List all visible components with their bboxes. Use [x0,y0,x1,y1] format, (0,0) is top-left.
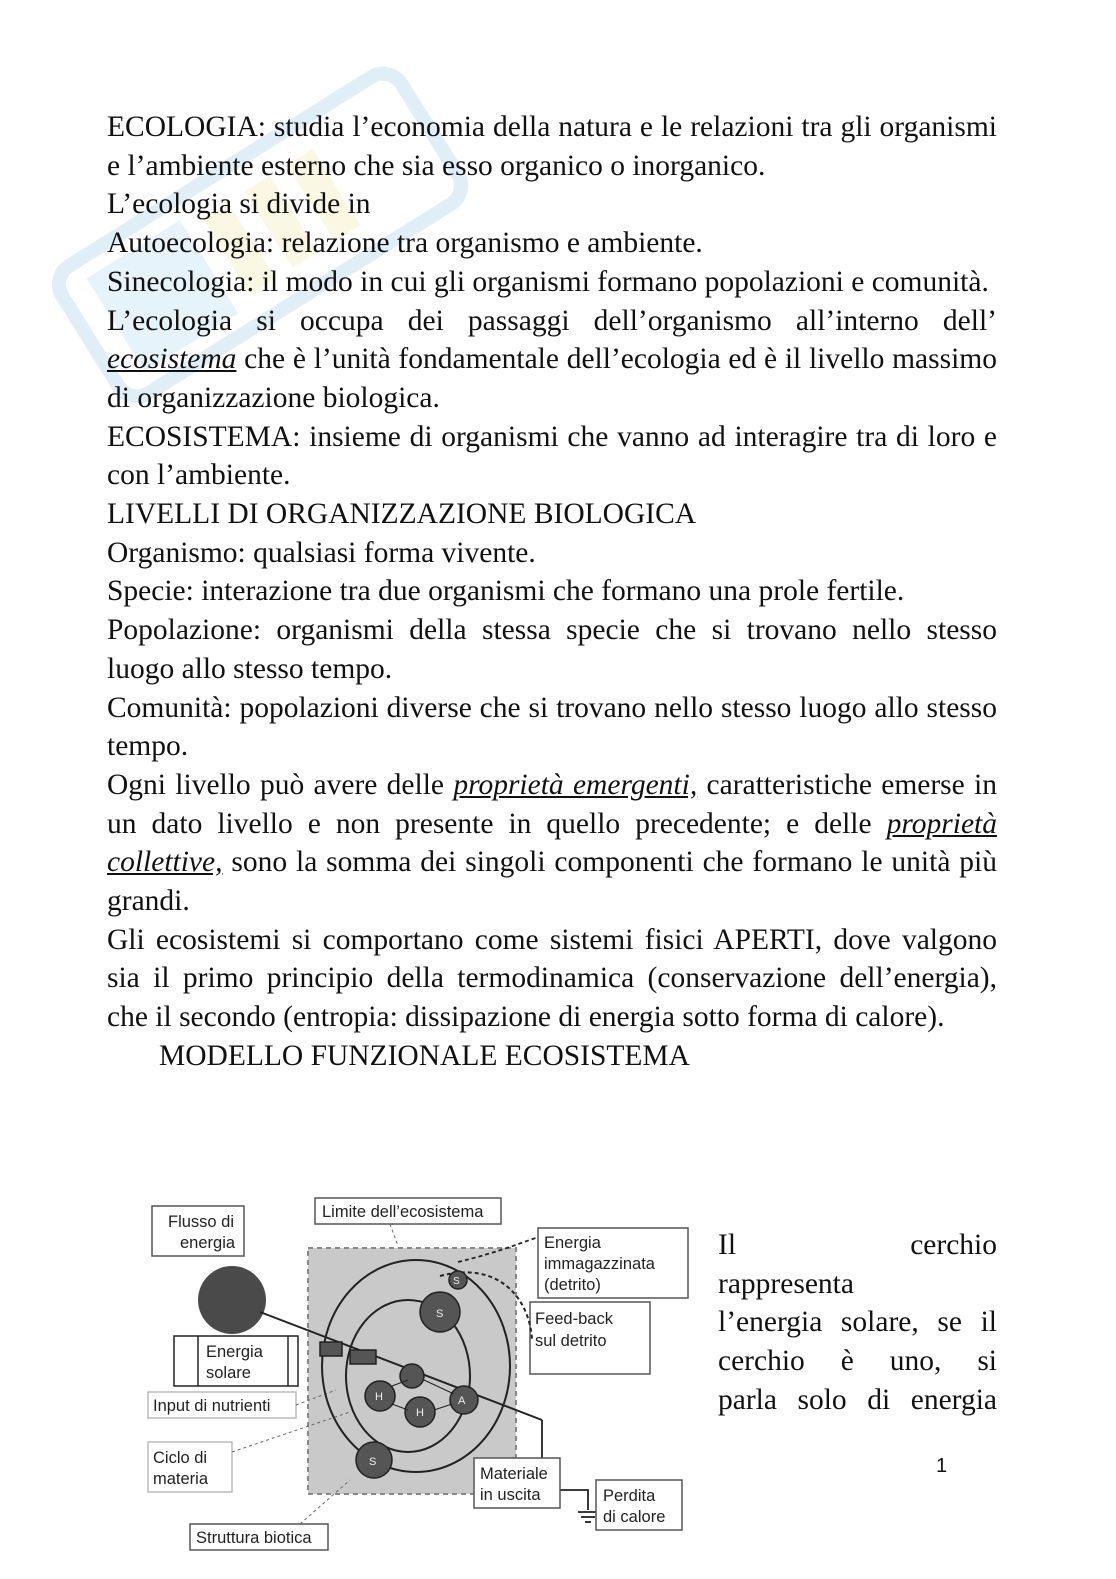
side-line: cerchio è uno, si [718,1345,997,1378]
label-flusso-2: energia [180,1234,236,1252]
body-text [107,108,997,1076]
label-energia-imm-3: (detrito) [544,1276,601,1294]
label-energia-imm-2: immagazzinata [544,1255,655,1273]
heading-modello: MODELLO FUNZIONALE ECOSISTEMA [159,1039,690,1072]
paragraph-sinecologia: Sinecologia: il modo in cui gli organismi formano popolazioni e comunità. [107,265,989,298]
label-struttura: Struttura biotica [196,1529,312,1547]
node-h-2: H [416,1407,424,1419]
node-s-1: S [453,1276,460,1287]
label-solare: Energia [206,1343,263,1361]
paragraph-ecosistema: ECOSISTEMA: insieme di organismi che vanno ad interagire tra di loro e con l’ambiente. [107,420,997,492]
node-s-2: S [436,1308,444,1320]
label-perdita-2: di calore [603,1508,666,1526]
node-a: A [458,1395,466,1407]
sun-circle [198,1266,266,1334]
label-ciclo-2: materia [153,1470,209,1488]
heading-livelli: LIVELLI DI ORGANIZZAZIONE BIOLOGICA [107,498,697,531]
label-perdita: Perdita [603,1487,656,1505]
node-s-3: S [369,1456,377,1468]
paragraph-sistemi-aperti: Gli ecosistemi si comportano come sistemi fisici APERTI, dove valgono sia il primo principio della termodinamica (conservazione dell’energia), che il secondo (entropia: dissipazione di energia sotto forma di calore). [107,923,997,1034]
figure-side-text [718,1226,997,1420]
label-ciclo: Ciclo di [153,1449,208,1467]
label-limite: Limite dell’ecosistema [322,1203,484,1221]
paragraph-comunita: Comunità: popolazioni diverse che si trovano nello stesso luogo allo stesso tempo. [107,691,997,763]
label-input: Input di nutrienti [153,1397,271,1415]
text-run: caratteristiche emerse in un dato livello e non presente in quello precedente; e delle [107,768,997,840]
label-feedback-2: sul detrito [535,1332,607,1350]
side-line: rappresenta [718,1267,854,1300]
node-h-1: H [375,1391,383,1403]
term-proprieta-collettive: proprietà collettive, [107,807,997,879]
text-run: Ogni livello può avere delle [107,768,454,801]
paragraph-popolazione: Popolazione: organismi della stessa specie che si trovano nello stesso luogo allo stesso tempo. [107,614,997,685]
page-number: 1 [936,1455,948,1477]
side-line: l’energia solare, se il [718,1306,997,1339]
label-energia-imm: Energia [544,1234,601,1252]
paragraph-proprieta [107,766,997,921]
text-run: L’ecologia si occupa dei passaggi dell’organismo all’interno dell’ [107,304,997,337]
term-proprieta-emergenti: proprietà emergenti, [453,768,698,801]
paragraph-ecosistema-def [107,302,997,418]
label-flusso: Flusso di [168,1213,235,1231]
side-line: parla solo di energia [718,1383,997,1416]
label-solare-2: solare [206,1364,251,1382]
paragraph-specie: Specie: interazione tra due organismi che formano una prole fertile. [107,575,905,608]
paragraph-organismo: Organismo: qualsiasi forma vivente. [107,536,536,569]
paragraph-divisione: L’ecologia si divide in [107,188,371,221]
label-materiale-2: in uscita [480,1486,541,1504]
side-line: Il cerchio [718,1229,997,1261]
ecosystem-diagram [140,1190,700,1562]
text-run: sono la somma dei singoli componenti che formano le unità più grandi. [107,846,997,918]
label-materiale: Materiale [480,1465,548,1483]
term-ecosistema: ecosistema [107,343,237,376]
text-run: che è l’unità fondamentale dell’ecologia ed è il livello massimo di organizzazione biologica. [107,343,997,414]
label-feedback: Feed-back [535,1310,613,1328]
paragraph-ecologia: ECOLOGIA: studia l’economia della natura e le relazioni tra gli organismi e l’ambiente esterno che sia esso organico o inorganico. [107,111,997,182]
paragraph-autoecologia: Autoecologia: relazione tra organismo e ambiente. [107,227,703,260]
